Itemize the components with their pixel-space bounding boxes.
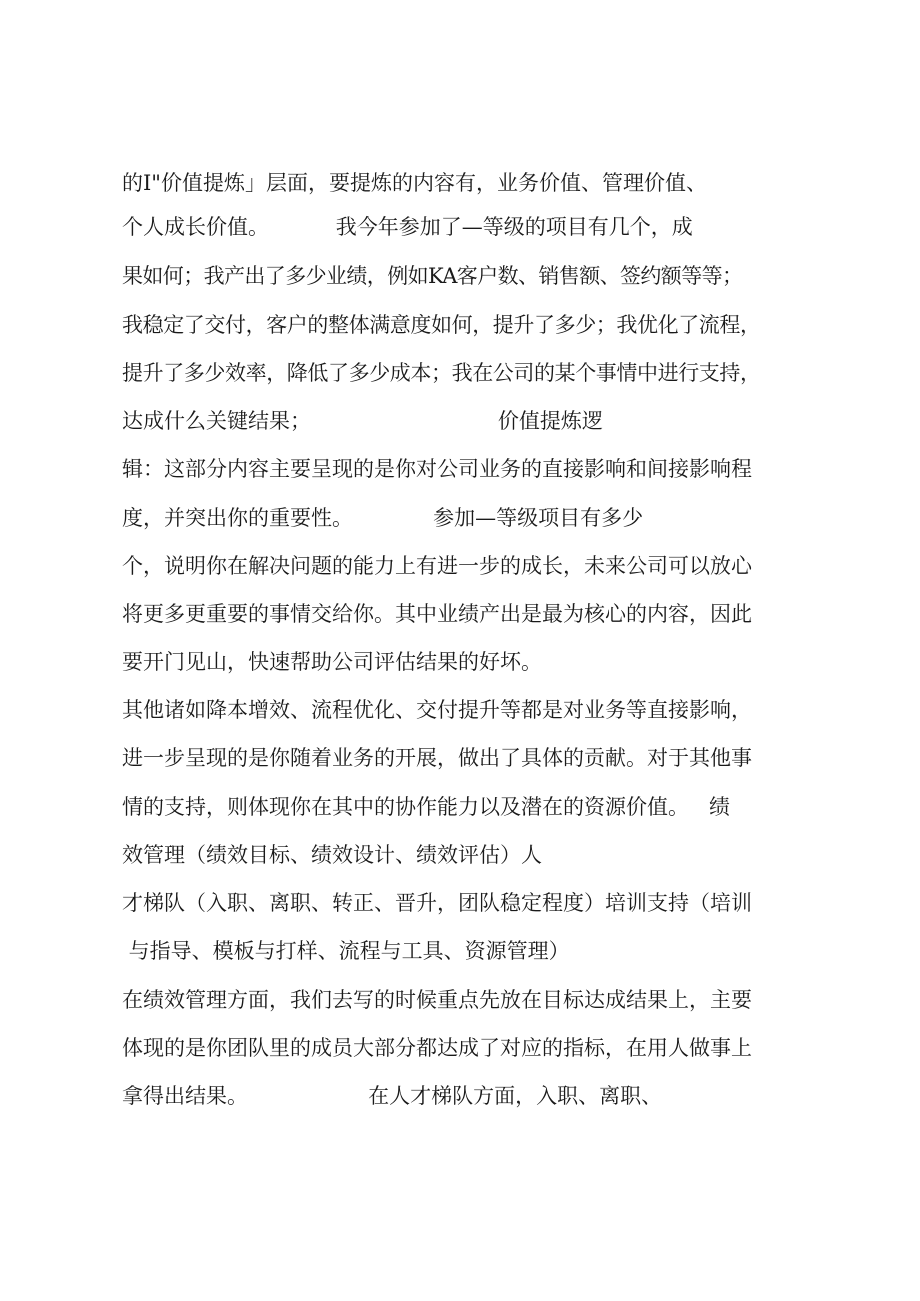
text-line: 进一步呈现的是你随着业务的开展，做出了具体的贡献。对于其他事 bbox=[122, 746, 752, 770]
text-line: 拿得出结果。 在人才梯队方面，入职、离职、 bbox=[122, 1084, 663, 1108]
text-line: 将更多更重要的事情交给你。其中业绩产出是最为核心的内容，因此 bbox=[122, 602, 752, 626]
text-line: 辑：这部分内容主要呈现的是你对公司业务的直接影响和间接影响程 bbox=[122, 457, 752, 481]
text-line: 个人成长价值。 我今年参加了—等级的项目有几个，成 bbox=[122, 215, 693, 239]
text-line: 果如何；我产出了多少业绩，例如KA客户数、销售额、签约额等等； bbox=[122, 264, 743, 288]
text-line: 度，并突出你的重要性。 参加—等级项目有多少 bbox=[122, 506, 644, 530]
text-line: 其他诸如降本增效、流程优化、交付提升等都是对业务等直接影响， bbox=[122, 698, 752, 722]
text-line: 达成什么关键结果； 价值提炼逻 bbox=[122, 409, 603, 433]
text-line: 在绩效管理方面，我们去写的时候重点先放在目标达成结果上，主要 bbox=[122, 988, 752, 1012]
text-line: 的I"价值提炼」层面，要提炼的内容有，业务价值、管理价值、 bbox=[122, 171, 707, 195]
text-line: 个，说明你在解决问题的能力上有进一步的成长，未来公司可以放心 bbox=[122, 554, 752, 578]
text-line: 与指导、模板与打样、流程与工具、资源管理） bbox=[122, 939, 570, 963]
text-line: 要开门见山，快速帮助公司评估结果的好坏。 bbox=[122, 650, 542, 674]
text-line: 才梯队（入职、离职、转正、晋升，团队稳定程度）培训支持（培训 bbox=[122, 891, 752, 915]
text-line: 情的支持，则体现你在其中的协作能力以及潜在的资源价值。 绩 bbox=[122, 795, 731, 819]
text-line: 效管理（绩效目标、绩效设计、绩效评估）人 bbox=[122, 843, 542, 867]
text-line: 我稳定了交付，客户的整体满意度如何，提升了多少；我优化了流程， bbox=[122, 313, 761, 337]
text-line: 体现的是你团队里的成员大部分都达成了对应的指标，在用人做事上 bbox=[122, 1036, 752, 1060]
text-line: 提升了多少效率，降低了多少成本；我在公司的某个事情中进行支持， bbox=[122, 361, 761, 385]
